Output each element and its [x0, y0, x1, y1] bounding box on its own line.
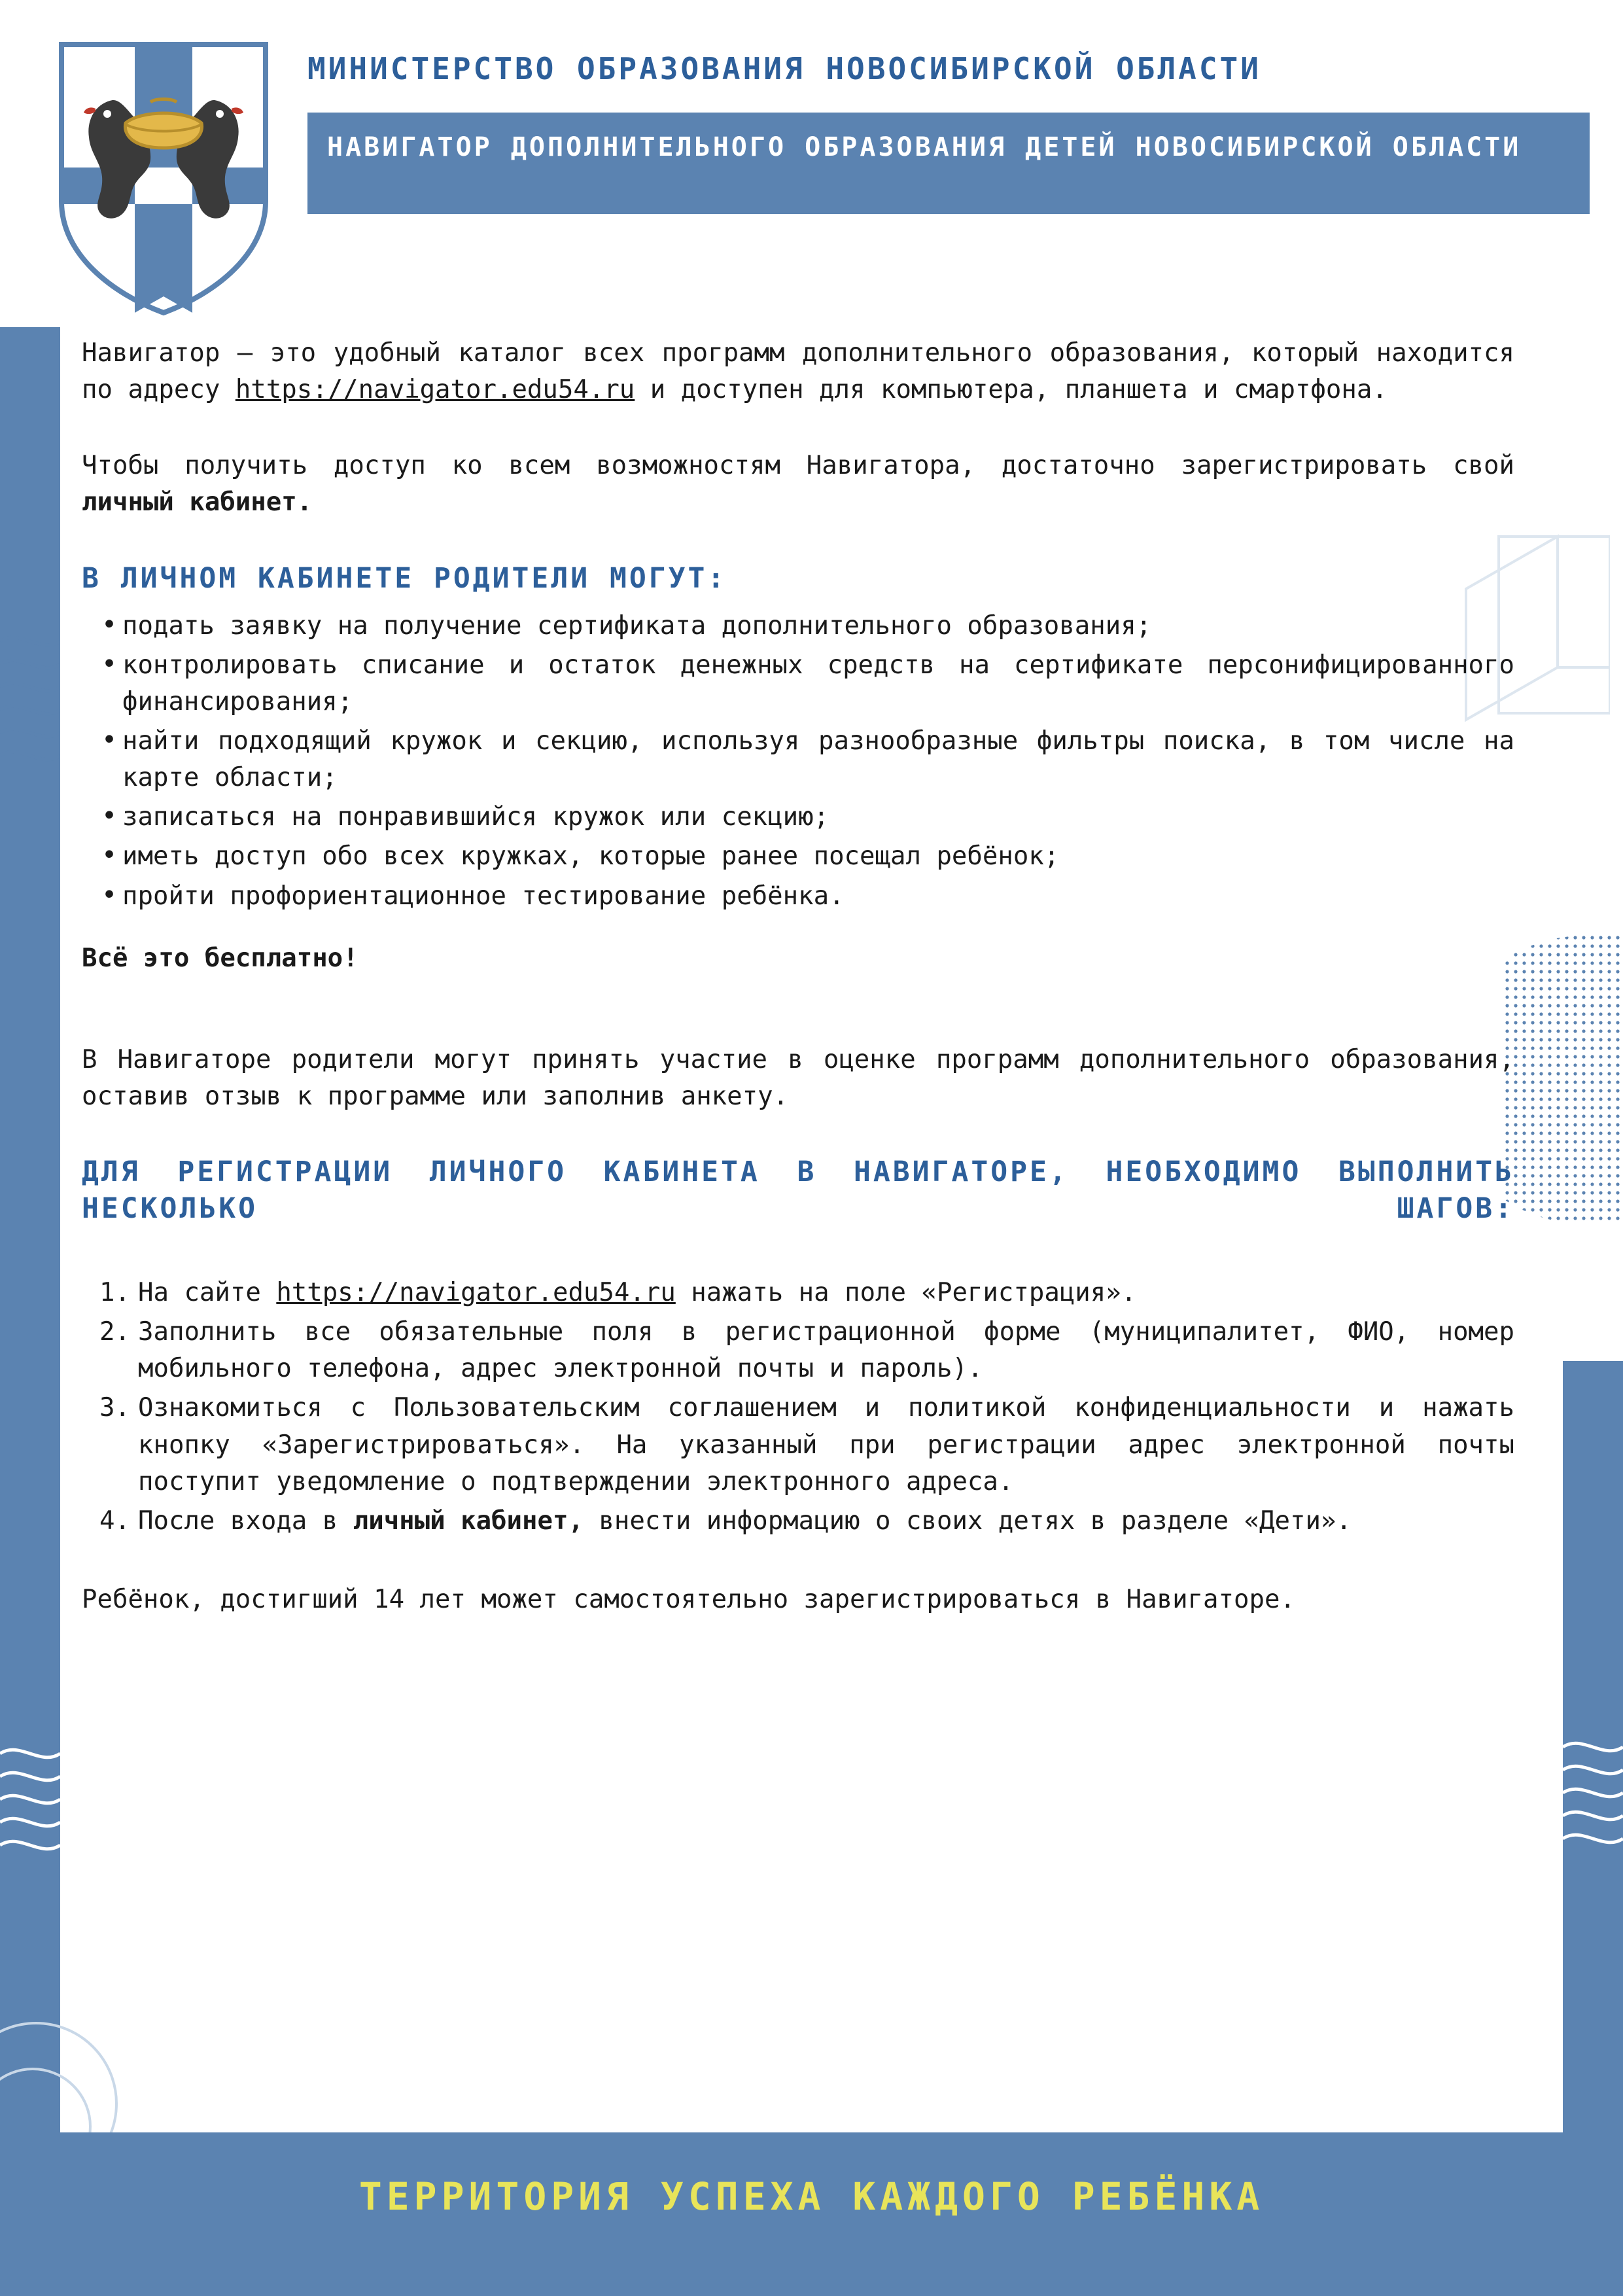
novosibirsk-crest-svg [52, 38, 275, 319]
access-text: Чтобы получить доступ ко всем возможностям Навигатора, достаточно зарегистрировать свой [82, 451, 1514, 481]
coat-of-arms-icon [52, 38, 275, 319]
dot-grid-decoration [1505, 936, 1623, 1224]
ministry-title: МИНИСТЕРСТВО ОБРАЗОВАНИЯ НОВОСИБИРСКОЙ ОБЛАСТИ [307, 51, 1261, 86]
step4-text-part1: После входа в [138, 1506, 353, 1536]
left-wave-decoration [0, 628, 60, 779]
main-content [82, 335, 1514, 1618]
footer-slogan: ТЕРРИТОРИЯ УСПЕХА КАЖДОГО РЕБЁНКА [358, 2174, 1265, 2219]
wave-lines-icon [1563, 1734, 1623, 1904]
intro-text-part1: Навигатор — это удобный каталог всех программ дополнительного образования, который находится по адресу [82, 338, 1514, 405]
step1-text-part2: нажать на поле «Регистрация». [675, 1277, 1137, 1307]
navigator-title: НАВИГАТОР ДОПОЛНИТЕЛЬНОГО ОБРАЗОВАНИЯ ДЕТЕЙ НОВОСИБИРСКОЙ ОБЛАСТИ [327, 132, 1522, 162]
navigator-link[interactable]: https://navigator.edu54.ru [235, 375, 635, 405]
navigator-title-bar [307, 113, 1590, 214]
right-wave-decoration [1563, 1734, 1623, 1904]
list-item: • пройти профориентационное тестирование ребёнка. [122, 878, 1514, 915]
personal-account-bold: личный кабинет. [82, 487, 313, 518]
wave-lines-icon [0, 628, 60, 779]
parents-capabilities-list [82, 608, 1514, 915]
list-item: Заполнить все обязательные поля в регистрационной форме (муниципалитет, ФИО, номер мобильного телефона, адрес электронной почты и пароль). [138, 1317, 1514, 1384]
list-item [138, 1275, 1514, 1311]
step4-text-part2: внести информацию о своих детях в разделе «Дети». [583, 1506, 1352, 1536]
list-item: • найти подходящий кружок и секцию, используя разнообразные фильтры поиска, в том числе на карте области; [122, 723, 1514, 796]
wave-lines-icon [0, 1740, 60, 1891]
list-item: • подать заявку на получение сертификата дополнительного образования; [122, 608, 1514, 645]
free-note: Всё это бесплатно! [82, 943, 358, 973]
step4-bold: личный кабинет, [353, 1506, 584, 1536]
intro-text-part2: и доступен для компьютера, планшета и смартфона. [635, 375, 1387, 405]
child-registration-note: Ребёнок, достигший 14 лет может самостоятельно зарегистрироваться в Навигаторе. [82, 1585, 1295, 1614]
access-paragraph [82, 448, 1514, 521]
left-wave-decoration-2 [0, 1740, 60, 1891]
navigator-link-step1[interactable]: https://navigator.edu54.ru [276, 1277, 676, 1307]
list-item: • иметь доступ обо всех кружках, которые ранее посещал ребёнок; [122, 838, 1514, 875]
list-item [138, 1503, 1514, 1540]
intro-paragraph [82, 335, 1514, 408]
list-item: Ознакомиться с Пользовательским соглашением и политикой конфиденциальности и нажать кнопку «Зарегистрироваться». На указанный при регистрации адрес электронной почты поступит уведомление о подтверждении электронного адреса. [138, 1393, 1514, 1496]
list-item: • записаться на понравившийся кружок или секцию; [122, 799, 1514, 836]
review-paragraph: В Навигаторе родители могут принять участие в оценке программ дополнительного образования, оставив отзыв к программе или заполнив анкету. [82, 1044, 1514, 1112]
list-item: • контролировать списание и остаток денежных средств на сертификате персонифицированного финансирования; [122, 647, 1514, 720]
registration-section-heading: ДЛЯ РЕГИСТРАЦИИ ЛИЧНОГО КАБИНЕТА В НАВИГАТОРЕ, НЕОБХОДИМО ВЫПОЛНИТЬ НЕСКОЛЬКО ШАГОВ: [82, 1156, 1514, 1226]
step1-text-part1: На сайте [138, 1277, 277, 1307]
page-header [0, 0, 1623, 327]
dot-grid-icon [1505, 936, 1623, 1224]
parents-section-heading: В ЛИЧНОМ КАБИНЕТЕ РОДИТЕЛИ МОГУТ: [82, 561, 727, 595]
registration-steps-list [82, 1275, 1514, 1540]
